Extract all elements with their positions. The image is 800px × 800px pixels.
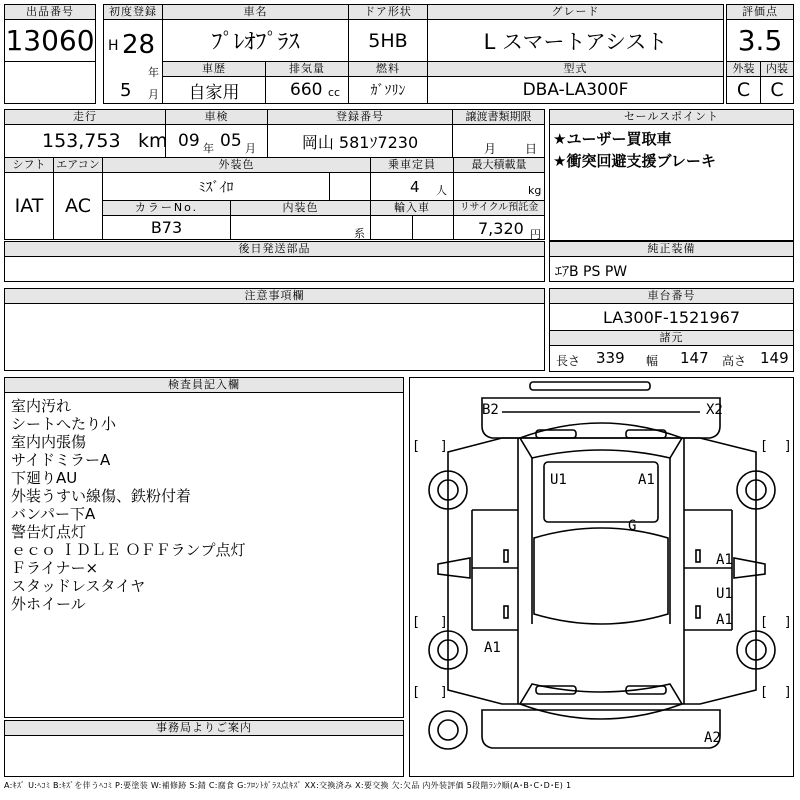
sales-point-1: ★ユーザー買取車 [553, 130, 672, 148]
notes-header: 注意事項欄 [4, 288, 545, 304]
score: 3.5 [726, 19, 794, 62]
inspector-line: バンパー下A [11, 505, 96, 523]
bracket-mark: ] [784, 439, 792, 454]
model: DBA-LA300F [427, 76, 724, 104]
chassis-header: 車台番号 [549, 288, 794, 304]
dimensions-header: 諸元 [549, 330, 794, 346]
bracket-mark: ] [440, 439, 448, 454]
inspector-line: 室内内張傷 [11, 433, 87, 451]
reg-year: 28 [122, 30, 156, 60]
inspector-line: サイドミラーA [11, 451, 111, 469]
interior-header: 内装 [760, 61, 794, 77]
recycle-header: リサイクル預託金 [453, 200, 545, 216]
fuel: ｶﾞｿﾘﾝ [348, 76, 428, 104]
equipment: ｴｱB PS PW [555, 264, 628, 280]
color-box-2 [329, 172, 371, 201]
capacity-header: 乗車定員 [370, 157, 454, 173]
inspection-year: 09 [178, 131, 200, 151]
bracket-mark: [ [760, 615, 768, 630]
office-header: 事務局よりご案内 [4, 720, 404, 736]
inspection-month-unit: 月 [245, 142, 256, 155]
bracket-mark: ] [784, 685, 792, 700]
history: 自家用 [162, 76, 266, 104]
inspector-line: 外ホイール [11, 595, 86, 613]
lot-number-blank [4, 61, 96, 104]
shift: IAT [4, 172, 54, 240]
car-outline [410, 378, 793, 776]
capacity-unit: 人 [436, 184, 447, 197]
ac-header: エアコン [53, 157, 103, 173]
load-header: 最大積載量 [453, 157, 545, 173]
transfer-day-unit: 日 [525, 142, 538, 156]
mark-a2: A2 [704, 730, 721, 746]
mileage-unit: km [138, 130, 168, 152]
car-name: ﾌﾟﾚｵﾌﾟﾗｽ [162, 19, 349, 62]
inspector-line: 室内汚れ [11, 397, 72, 415]
history-header: 車歴 [162, 61, 266, 77]
inspector-line: Ｆライナー× [11, 559, 99, 577]
mileage-header: 走行 [4, 109, 166, 125]
door-type: 5HB [348, 19, 428, 62]
shift-header: シフト [4, 157, 54, 173]
grade: L スマートアシスト [427, 19, 724, 62]
reg-year-unit: 年 [148, 66, 159, 79]
capacity: 4 [410, 178, 420, 196]
fuel-header: 燃料 [348, 61, 428, 77]
color-header: 外装色 [102, 157, 371, 173]
bracket-mark: [ [412, 615, 420, 630]
lot-number-header: 出品番号 [4, 4, 96, 20]
inspector-box [4, 392, 404, 718]
mark-u1-top: U1 [550, 472, 567, 488]
reg-month: 5 [120, 80, 132, 101]
reg-month-unit: 月 [148, 88, 159, 101]
later-parts-header: 後日発送部品 [4, 241, 545, 257]
interior-color-unit: 系 [354, 227, 365, 240]
inspector-line: 下廻りAU [11, 469, 78, 487]
score-header: 評価点 [726, 4, 794, 20]
inspector-header: 検査員記入欄 [4, 377, 404, 393]
plate-number: 岡山 581ｿ7230 [267, 124, 453, 158]
displacement: 660 [290, 80, 323, 100]
later-parts-box [4, 256, 545, 282]
bracket-mark: [ [760, 439, 768, 454]
mark-a1-right-2: A1 [716, 612, 733, 628]
color-no-header: カラーNo. [102, 200, 231, 216]
equipment-header: 純正装備 [549, 241, 794, 257]
mark-u1-right: U1 [716, 586, 733, 602]
grade-header: グレード [427, 4, 724, 20]
color-number: B73 [102, 215, 231, 240]
chassis-number: LA300F-1521967 [549, 303, 794, 331]
door-header: ドア形状 [348, 4, 428, 20]
inspection-year-unit: 年 [203, 142, 214, 155]
mileage: 153,753 [42, 130, 121, 152]
transfer-header: 譲渡書類期限 [452, 109, 545, 125]
displacement-header: 排気量 [265, 61, 349, 77]
bracket-mark: ] [784, 615, 792, 630]
interior-grade: C [760, 76, 794, 104]
car-name-header: 車名 [162, 4, 349, 20]
exterior-grade: C [726, 76, 761, 104]
inspector-line: ｅｃｏ ＩＤＬＥ ＯＦＦランプ点灯 [11, 541, 246, 559]
mark-a1-right-1: A1 [716, 552, 733, 568]
bracket-mark: [ [412, 685, 420, 700]
exterior-header: 外装 [726, 61, 761, 77]
width: 147 [680, 349, 709, 367]
plate-header: 登録番号 [267, 109, 453, 125]
width-label: 幅 [646, 354, 659, 368]
bracket-mark: [ [760, 685, 768, 700]
exterior-color: ﾐｽﾞｲﾛ [198, 179, 234, 196]
mark-b2: B2 [482, 402, 499, 418]
length-label: 長さ [556, 354, 581, 368]
inspector-line: シートへたり小 [11, 415, 117, 433]
mark-x2: X2 [706, 402, 723, 418]
air-conditioner: AC [53, 172, 103, 240]
import-box-b [412, 215, 454, 240]
bracket-mark: ] [440, 615, 448, 630]
mark-a1-left: A1 [484, 640, 501, 656]
height-label: 高さ [722, 354, 747, 368]
first-reg-header: 初度登録 [103, 4, 163, 20]
lot-number: 13060 [4, 19, 96, 62]
model-header: 型式 [427, 61, 724, 77]
load-unit: kg [528, 184, 542, 197]
inspector-line: 外装うすい線傷、鉄粉付着 [11, 487, 192, 505]
notes-box [4, 303, 545, 371]
displacement-unit: cc [328, 86, 341, 99]
inspection-header: 車検 [165, 109, 268, 125]
recycle-fee: 7,320 [478, 219, 524, 238]
recycle-unit: 円 [530, 228, 541, 241]
transfer-month-unit: 月 [484, 142, 497, 156]
office-box [4, 735, 404, 777]
length: 339 [596, 349, 625, 367]
inspector-line: 警告灯点灯 [11, 523, 87, 541]
sales-point-2: ★衝突回避支援ブレーキ [553, 152, 716, 170]
mark-g: G [628, 518, 637, 534]
dimensions-box [549, 345, 794, 372]
reg-era: H [108, 38, 119, 54]
interior-color-box [230, 215, 371, 240]
bracket-mark: ] [440, 685, 448, 700]
inspector-list [11, 397, 246, 613]
legend-footnote: A:ｷｽﾞ U:ﾍｺﾐ B:ｷｽﾞを伴うﾍｺﾐ P:要塗装 W:補修跡 S:錆 C:腐食 G:ﾌﾛﾝﾄｶﾞﾗｽ点ｷｽﾞ XX:交換済み X:要交換 欠:欠品 内外装評価 5段階ﾗﾝｸ順(A･B･C･D･E) 1 [4, 781, 572, 790]
interior-color-header: 内装色 [230, 200, 371, 216]
sales-points-header: セールスポイント [549, 109, 794, 125]
import-box-a [370, 215, 413, 240]
inspection-month: 05 [220, 131, 242, 151]
bracket-mark: [ [412, 439, 420, 454]
vehicle-diagram [409, 377, 794, 777]
mark-a1-top: A1 [638, 472, 655, 488]
import-header: 輸入車 [370, 200, 454, 216]
height: 149 [760, 349, 789, 367]
inspector-line: スタッドレスタイヤ [11, 577, 146, 595]
